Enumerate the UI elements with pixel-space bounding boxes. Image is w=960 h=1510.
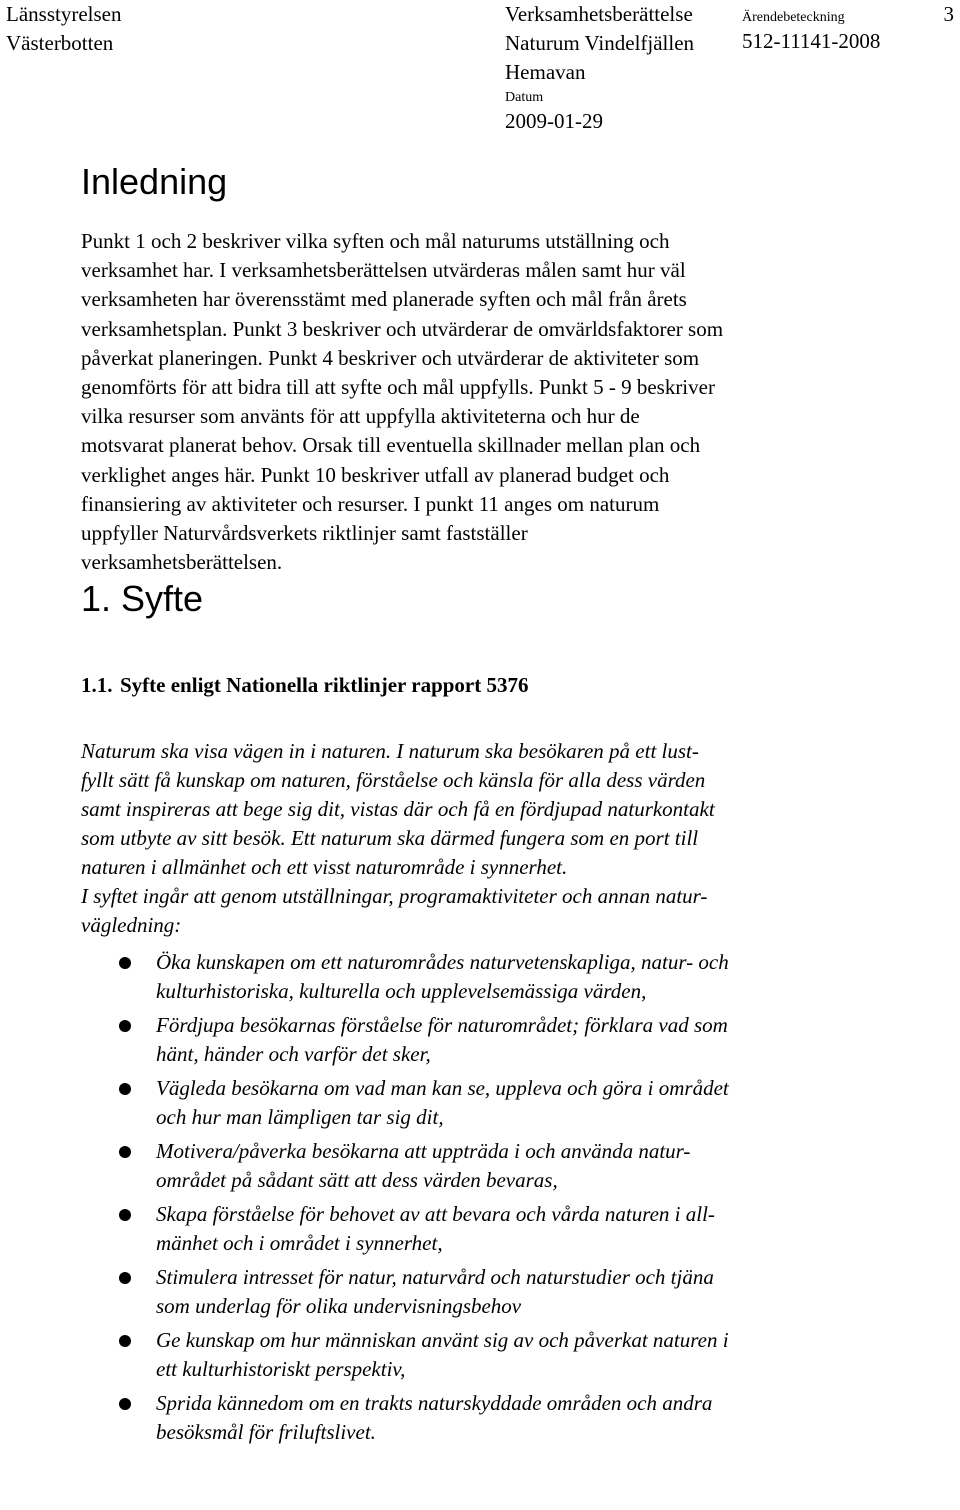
list-item: Ge kunskap om hur människan använt sig av och påverkat naturen i ett kulturhistoriskt perspektiv, xyxy=(81,1326,881,1384)
document-title: Verksamhetsberättelse xyxy=(505,2,693,26)
intro-line: verksamhet har. I verksamhetsberättelsen utvärderas målen samt hur väl xyxy=(81,258,686,283)
intro-heading: Inledning xyxy=(81,161,228,202)
intro-line: verklighet anges här. Punkt 10 beskriver utfall av planerad budget och xyxy=(81,462,670,487)
intro-line: vilka resurser som använts för att uppfylla aktiviteterna och hur de xyxy=(81,404,640,429)
list-item: Öka kunskapen om ett naturområdes naturvetenskapliga, natur- och kulturhistoriska, kulturella och upplevelsemässiga värden, xyxy=(81,948,881,1006)
subsection-number: 1.1. xyxy=(81,673,113,698)
date-label: Datum xyxy=(505,90,544,105)
intro-line: påverkat planeringen. Punkt 4 beskriver och utvärderar de aktiviteter som xyxy=(81,345,700,370)
bullet-icon xyxy=(119,1398,131,1410)
reference-value: 512-11141-2008 xyxy=(742,29,881,53)
subsection-title: Syfte enligt Nationella riktlinjer rapport 5376 xyxy=(120,673,529,698)
subsection-heading xyxy=(81,671,881,700)
bullet-icon xyxy=(119,1146,131,1158)
syfte-line: Naturum ska visa vägen in i naturen. I naturum ska besökaren på ett lust- xyxy=(81,739,699,764)
org-region: Västerbotten xyxy=(6,31,114,55)
org-name: Länsstyrelsen xyxy=(6,2,122,26)
page-number: 3 xyxy=(943,2,954,26)
syfte-line: som utbyte av sitt besök. Ett naturum ska därmed fungera som en port till xyxy=(81,826,699,851)
syfte-line: I syftet ingår att genom utställningar, programaktiviteter och annan natur- xyxy=(81,884,708,909)
bullet-icon xyxy=(119,1335,131,1347)
bullet-icon xyxy=(119,1083,131,1095)
intro-line: motsvarat planerat behov. Orsak till eventuella skillnader mellan plan och xyxy=(81,433,701,458)
intro-line: verksamheten har överensstämt med planerade syften och mål från årets xyxy=(81,287,687,312)
list-item: Vägleda besökarna om vad man kan se, uppleva och göra i området och hur man lämpligen tar sig dit, xyxy=(81,1074,881,1132)
reference-label: Ärendebeteckning xyxy=(742,10,845,25)
bullet-icon xyxy=(119,957,131,969)
document-info xyxy=(505,0,694,136)
intro-line: finansiering av aktiviteter och resurser. I punkt 11 anges om naturum xyxy=(81,491,660,516)
syfte-paragraph xyxy=(81,737,881,940)
section-heading-syfte: 1. Syfte xyxy=(81,578,204,620)
list-item: Stimulera intresset för natur, naturvård och naturstudier och tjäna som underlag för olika undervisningsbehov xyxy=(81,1263,881,1321)
document-location: Hemavan xyxy=(505,60,586,84)
intro-line: Punkt 1 och 2 beskriver vilka syften och mål naturums utställning och xyxy=(81,229,670,253)
syfte-line: fyllt sätt få kunskap om naturen, förståelse och känsla för alla dess värden xyxy=(81,768,706,793)
syfte-line: naturen i allmänhet och ett visst naturområde i synnerhet. xyxy=(81,855,568,880)
list-item: Motivera/påverka besökarna att uppträda i och använda natur- området på sådant sätt att dess värden bevaras, xyxy=(81,1137,881,1195)
document-body xyxy=(81,160,881,1452)
intro-line: genomförts för att bidra till att syfte och mål uppfylls. Punkt 5 - 9 beskriver xyxy=(81,375,715,400)
organization xyxy=(6,0,121,58)
intro-line: verksamhetsberättelsen. xyxy=(81,550,283,575)
bullet-icon xyxy=(119,1209,131,1221)
intro-paragraph xyxy=(81,227,881,577)
syfte-line: vägledning: xyxy=(81,913,182,938)
goals-list xyxy=(81,948,881,1447)
date-value: 2009-01-29 xyxy=(505,109,603,133)
list-item: Skapa förståelse för behovet av att bevara och vårda naturen i all- mänhet och i området i synnerhet, xyxy=(81,1200,881,1258)
bullet-icon xyxy=(119,1020,131,1032)
intro-line: uppfyller Naturvårdsverkets riktlinjer samt fastställer xyxy=(81,521,528,546)
page-header xyxy=(0,0,960,133)
bullet-icon xyxy=(119,1272,131,1284)
list-item: Fördjupa besökarnas förståelse för naturområdet; förklara vad som hänt, händer och varför det sker, xyxy=(81,1011,881,1069)
list-item: Sprida kännedom om en trakts naturskyddade områden och andra besöksmål för friluftslivet. xyxy=(81,1389,881,1447)
document-subtitle: Naturum Vindelfjällen xyxy=(505,31,695,55)
syfte-line: samt inspireras att bege sig dit, vistas där och få en fördjupad naturkontakt xyxy=(81,797,715,822)
intro-line: verksamhetsplan. Punkt 3 beskriver och utvärderar de omvärldsfaktorer som xyxy=(81,316,724,341)
reference xyxy=(742,0,880,56)
